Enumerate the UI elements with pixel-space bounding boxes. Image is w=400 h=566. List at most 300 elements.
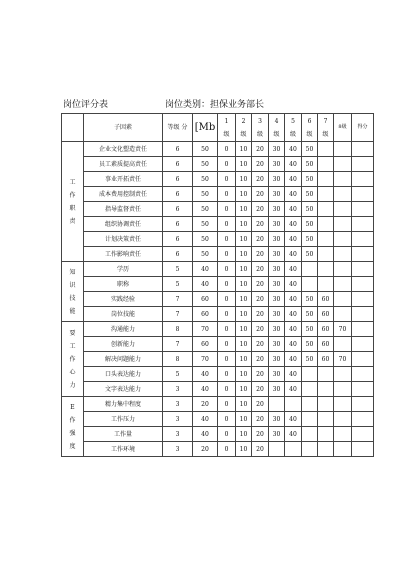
factor-cell: 学历 [84, 262, 163, 277]
score-cell [352, 322, 374, 337]
level-value-cell: 10 [236, 382, 252, 397]
level-value-cell [318, 187, 334, 202]
level-value-cell: 0 [218, 232, 236, 247]
level-value-cell [318, 367, 334, 382]
header-factor: 子因素 [84, 114, 163, 142]
level-value-cell: 20 [252, 172, 269, 187]
header-blank-cell [62, 114, 84, 142]
level-value-cell: 60 [318, 307, 334, 322]
factor-cell: 工作影响责任 [84, 247, 163, 262]
score-cell [352, 262, 374, 277]
level-value-cell: 50 [302, 157, 318, 172]
level-number: 4 [274, 117, 279, 125]
level-value-cell: 30 [269, 157, 285, 172]
level-value-cell [302, 442, 318, 457]
score-cell [352, 292, 374, 307]
score-cell [352, 367, 374, 382]
base-score-cell: 50 [193, 217, 218, 232]
level-value-cell [334, 142, 352, 157]
level-value-cell: 30 [269, 202, 285, 217]
level-value-cell: 30 [269, 277, 285, 292]
level-value-cell: 40 [285, 262, 302, 277]
header-grade: 8级 [334, 114, 352, 142]
level-value-cell: 20 [252, 292, 269, 307]
category-label: 工作职责 [69, 178, 76, 225]
level-value-cell: 30 [269, 142, 285, 157]
level-value-cell [318, 217, 334, 232]
level-value-cell: 0 [218, 322, 236, 337]
header-level-5 [285, 114, 302, 142]
level-value-cell: 0 [218, 307, 236, 322]
level-value-cell: 50 [302, 337, 318, 352]
level-value-cell: 20 [252, 232, 269, 247]
level-value-cell: 20 [252, 322, 269, 337]
level-number: 1 [224, 117, 229, 125]
level-value-cell: 50 [302, 142, 318, 157]
weight-cell: 5 [163, 277, 193, 292]
category-cell [62, 262, 84, 322]
score-cell [352, 142, 374, 157]
level-value-cell: 40 [285, 187, 302, 202]
factor-cell: 岗位技能 [84, 307, 163, 322]
level-value-cell: 0 [218, 247, 236, 262]
base-score-cell: 50 [193, 187, 218, 202]
level-value-cell [269, 442, 285, 457]
level-value-cell: 20 [252, 397, 269, 412]
table-row [62, 217, 374, 232]
level-value-cell: 30 [269, 247, 285, 262]
level-value-cell: 0 [218, 157, 236, 172]
score-cell [352, 232, 374, 247]
level-value-cell: 20 [252, 187, 269, 202]
factor-cell: 员工素质提高责任 [84, 157, 163, 172]
category-cell [62, 322, 84, 397]
category-cell [62, 142, 84, 262]
level-value-cell [302, 277, 318, 292]
factor-cell: 组织协调责任 [84, 217, 163, 232]
header-row [62, 114, 374, 142]
level-value-cell: 20 [252, 367, 269, 382]
table-row [62, 352, 374, 367]
level-value-cell: 20 [252, 157, 269, 172]
level-value-cell [334, 412, 352, 427]
level-value-cell [318, 442, 334, 457]
factor-cell: 解决问题能力 [84, 352, 163, 367]
level-value-cell: 10 [236, 367, 252, 382]
header-level-7 [318, 114, 334, 142]
level-value-cell [334, 292, 352, 307]
factor-cell: 口头表达能力 [84, 367, 163, 382]
weight-cell: 6 [163, 232, 193, 247]
level-value-cell: 50 [302, 352, 318, 367]
table-row [62, 427, 374, 442]
level-value-cell: 0 [218, 262, 236, 277]
level-value-cell [302, 382, 318, 397]
level-value-cell: 40 [285, 247, 302, 262]
weight-cell: 6 [163, 187, 193, 202]
base-score-cell: 70 [193, 322, 218, 337]
base-score-cell: 40 [193, 277, 218, 292]
level-value-cell: 30 [269, 337, 285, 352]
factor-cell: 事业开拓责任 [84, 172, 163, 187]
level-value-cell: 10 [236, 172, 252, 187]
level-value-cell: 50 [302, 292, 318, 307]
level-value-cell: 40 [285, 367, 302, 382]
table-row [62, 187, 374, 202]
level-value-cell: 50 [302, 172, 318, 187]
level-value-cell [318, 427, 334, 442]
level-value-cell: 30 [269, 382, 285, 397]
weight-cell: 8 [163, 352, 193, 367]
level-value-cell: 30 [269, 412, 285, 427]
category-label: 要工作心力 [69, 329, 76, 389]
level-value-cell [302, 427, 318, 442]
level-value-cell: 0 [218, 172, 236, 187]
level-value-cell: 60 [318, 337, 334, 352]
level-value-cell: 20 [252, 142, 269, 157]
level-value-cell: 20 [252, 307, 269, 322]
base-score-cell: 50 [193, 142, 218, 157]
level-value-cell: 50 [302, 322, 318, 337]
weight-cell: 6 [163, 217, 193, 232]
level-value-cell: 0 [218, 217, 236, 232]
level-number: 7 [323, 117, 328, 125]
level-value-cell: 0 [218, 412, 236, 427]
level-value-cell [318, 262, 334, 277]
level-value-cell: 10 [236, 262, 252, 277]
level-value-cell [302, 397, 318, 412]
level-value-cell: 50 [302, 187, 318, 202]
level-value-cell: 10 [236, 322, 252, 337]
header-score: 得分 [352, 114, 374, 142]
level-unit: 级 [223, 130, 230, 138]
level-value-cell [334, 172, 352, 187]
base-score-cell: 60 [193, 292, 218, 307]
table-row [62, 262, 374, 277]
table-row [62, 232, 374, 247]
header-mb: [Mb [193, 114, 218, 142]
level-value-cell: 30 [269, 352, 285, 367]
level-value-cell: 10 [236, 307, 252, 322]
score-cell [352, 352, 374, 367]
base-score-cell: 70 [193, 352, 218, 367]
level-value-cell: 50 [302, 307, 318, 322]
level-value-cell: 10 [236, 427, 252, 442]
level-value-cell: 0 [218, 427, 236, 442]
base-score-cell: 50 [193, 232, 218, 247]
level-unit: 级 [240, 130, 247, 138]
level-value-cell: 40 [285, 322, 302, 337]
level-value-cell [334, 247, 352, 262]
base-score-cell: 40 [193, 367, 218, 382]
level-value-cell: 40 [285, 277, 302, 292]
level-value-cell: 0 [218, 292, 236, 307]
table-row [62, 142, 374, 157]
level-value-cell: 40 [285, 157, 302, 172]
level-value-cell: 0 [218, 142, 236, 157]
level-value-cell: 40 [285, 232, 302, 247]
position-category: 岗位类别：担保业务部长 [165, 100, 265, 110]
level-value-cell: 50 [302, 217, 318, 232]
level-value-cell: 50 [302, 232, 318, 247]
weight-cell: 3 [163, 442, 193, 457]
level-value-cell [334, 157, 352, 172]
weight-cell: 7 [163, 292, 193, 307]
level-value-cell [334, 397, 352, 412]
score-cell [352, 157, 374, 172]
category-label: E作强度 [69, 403, 76, 450]
level-value-cell: 40 [285, 292, 302, 307]
weight-cell: 3 [163, 397, 193, 412]
level-value-cell [318, 202, 334, 217]
level-value-cell: 60 [318, 352, 334, 367]
level-value-cell [302, 367, 318, 382]
level-value-cell: 0 [218, 367, 236, 382]
header-level-3 [252, 114, 269, 142]
level-value-cell: 40 [285, 427, 302, 442]
level-value-cell [318, 397, 334, 412]
level-value-cell: 10 [236, 202, 252, 217]
level-unit: 级 [256, 130, 263, 138]
base-score-cell: 40 [193, 262, 218, 277]
level-value-cell [302, 412, 318, 427]
level-value-cell: 40 [285, 202, 302, 217]
level-value-cell: 40 [285, 217, 302, 232]
level-value-cell [334, 427, 352, 442]
factor-cell: 文字表达能力 [84, 382, 163, 397]
factor-cell: 工作压力 [84, 412, 163, 427]
weight-cell: 6 [163, 202, 193, 217]
score-cell [352, 337, 374, 352]
weight-cell: 5 [163, 262, 193, 277]
factor-cell: 企业文化塑造责任 [84, 142, 163, 157]
level-value-cell: 10 [236, 142, 252, 157]
factor-cell: 指导监督责任 [84, 202, 163, 217]
weight-cell: 7 [163, 337, 193, 352]
score-cell [352, 382, 374, 397]
weight-cell: 5 [163, 367, 193, 382]
factor-cell: 职称 [84, 277, 163, 292]
level-value-cell: 0 [218, 337, 236, 352]
weight-cell: 8 [163, 322, 193, 337]
base-score-cell: 50 [193, 247, 218, 262]
factor-cell: 创新能力 [84, 337, 163, 352]
level-unit: 级 [322, 130, 329, 138]
level-value-cell [334, 202, 352, 217]
level-value-cell: 40 [285, 382, 302, 397]
header-level-6 [302, 114, 318, 142]
level-value-cell [334, 442, 352, 457]
level-value-cell: 0 [218, 277, 236, 292]
score-cell [352, 442, 374, 457]
score-cell [352, 247, 374, 262]
level-number: 2 [241, 117, 246, 125]
base-score-cell: 50 [193, 172, 218, 187]
level-value-cell: 20 [252, 202, 269, 217]
level-value-cell [334, 337, 352, 352]
level-value-cell [334, 307, 352, 322]
level-value-cell: 30 [269, 307, 285, 322]
level-value-cell [285, 442, 302, 457]
level-value-cell: 20 [252, 337, 269, 352]
table-row [62, 157, 374, 172]
level-value-cell: 20 [252, 352, 269, 367]
level-value-cell [334, 262, 352, 277]
level-value-cell: 0 [218, 202, 236, 217]
category-cell [62, 397, 84, 457]
level-value-cell: 50 [302, 247, 318, 262]
score-cell [352, 427, 374, 442]
level-value-cell: 20 [252, 427, 269, 442]
base-score-cell: 60 [193, 307, 218, 322]
level-value-cell [334, 367, 352, 382]
level-value-cell: 10 [236, 292, 252, 307]
level-value-cell: 10 [236, 277, 252, 292]
level-value-cell [318, 277, 334, 292]
weight-cell: 3 [163, 382, 193, 397]
level-value-cell: 40 [285, 307, 302, 322]
level-value-cell: 0 [218, 397, 236, 412]
level-value-cell: 0 [218, 187, 236, 202]
level-value-cell [318, 412, 334, 427]
table-row [62, 202, 374, 217]
level-value-cell [318, 157, 334, 172]
weight-cell: 6 [163, 157, 193, 172]
table-row [62, 247, 374, 262]
level-value-cell: 10 [236, 442, 252, 457]
level-value-cell: 20 [252, 247, 269, 262]
level-value-cell: 30 [269, 232, 285, 247]
header-level-2 [236, 114, 252, 142]
score-cell [352, 397, 374, 412]
level-value-cell: 40 [285, 412, 302, 427]
level-value-cell: 70 [334, 322, 352, 337]
level-value-cell: 40 [285, 142, 302, 157]
level-value-cell: 30 [269, 367, 285, 382]
level-number: 5 [291, 117, 295, 125]
level-value-cell: 40 [285, 352, 302, 367]
level-value-cell: 0 [218, 382, 236, 397]
factor-cell: 计划决策责任 [84, 232, 163, 247]
score-cell [352, 217, 374, 232]
factor-cell: 沟通能力 [84, 322, 163, 337]
factor-cell: 精力集中程度 [84, 397, 163, 412]
level-value-cell: 10 [236, 217, 252, 232]
level-value-cell [334, 382, 352, 397]
level-value-cell: 20 [252, 217, 269, 232]
level-value-cell [318, 382, 334, 397]
header-weight: 等级 分 [163, 114, 193, 142]
score-cell [352, 172, 374, 187]
level-value-cell: 30 [269, 217, 285, 232]
level-value-cell: 30 [269, 262, 285, 277]
level-value-cell: 10 [236, 232, 252, 247]
job-evaluation-table [61, 113, 374, 457]
level-value-cell: 30 [269, 187, 285, 202]
level-value-cell [318, 142, 334, 157]
table-row [62, 337, 374, 352]
weight-cell: 6 [163, 172, 193, 187]
level-unit: 级 [306, 130, 313, 138]
base-score-cell: 40 [193, 382, 218, 397]
level-value-cell: 30 [269, 322, 285, 337]
table-row [62, 277, 374, 292]
base-score-cell: 60 [193, 337, 218, 352]
weight-cell: 6 [163, 247, 193, 262]
score-cell [352, 277, 374, 292]
level-value-cell: 70 [334, 352, 352, 367]
level-value-cell [318, 172, 334, 187]
level-value-cell: 20 [252, 277, 269, 292]
score-cell [352, 412, 374, 427]
score-cell [352, 202, 374, 217]
level-value-cell: 0 [218, 352, 236, 367]
level-value-cell: 30 [269, 292, 285, 307]
category-label: 知识技能 [69, 268, 76, 315]
level-value-cell [334, 217, 352, 232]
level-value-cell: 50 [302, 202, 318, 217]
factor-cell: 实践经验 [84, 292, 163, 307]
level-value-cell: 20 [252, 442, 269, 457]
level-value-cell: 20 [252, 262, 269, 277]
base-score-cell: 40 [193, 412, 218, 427]
weight-cell: 6 [163, 142, 193, 157]
base-score-cell: 20 [193, 442, 218, 457]
table-title: 岗位评分表 [63, 100, 109, 110]
table-row [62, 322, 374, 337]
level-value-cell [334, 232, 352, 247]
factor-cell: 工作环境 [84, 442, 163, 457]
table-row [62, 442, 374, 457]
level-value-cell: 10 [236, 187, 252, 202]
header-level-1 [218, 114, 236, 142]
header-level-4 [269, 114, 285, 142]
level-value-cell: 60 [318, 322, 334, 337]
score-cell [352, 307, 374, 322]
table-row [62, 397, 374, 412]
weight-cell: 3 [163, 412, 193, 427]
factor-cell: 成本费用控制责任 [84, 187, 163, 202]
weight-cell: 3 [163, 427, 193, 442]
base-score-cell: 20 [193, 397, 218, 412]
level-value-cell: 30 [269, 172, 285, 187]
level-value-cell: 20 [252, 382, 269, 397]
table-row [62, 172, 374, 187]
level-value-cell: 20 [252, 412, 269, 427]
table-row [62, 412, 374, 427]
level-value-cell [334, 277, 352, 292]
level-value-cell: 40 [285, 337, 302, 352]
weight-cell: 7 [163, 307, 193, 322]
level-value-cell [285, 397, 302, 412]
level-value-cell: 10 [236, 397, 252, 412]
level-value-cell: 10 [236, 337, 252, 352]
level-number: 6 [307, 117, 312, 125]
table-row [62, 307, 374, 322]
level-value-cell [302, 262, 318, 277]
level-number: 3 [258, 117, 262, 125]
base-score-cell: 50 [193, 202, 218, 217]
level-value-cell: 0 [218, 442, 236, 457]
level-value-cell: 10 [236, 352, 252, 367]
level-value-cell [318, 247, 334, 262]
level-value-cell: 10 [236, 157, 252, 172]
level-value-cell [334, 187, 352, 202]
table-row [62, 382, 374, 397]
table-row [62, 292, 374, 307]
level-value-cell: 30 [269, 427, 285, 442]
level-value-cell [269, 397, 285, 412]
